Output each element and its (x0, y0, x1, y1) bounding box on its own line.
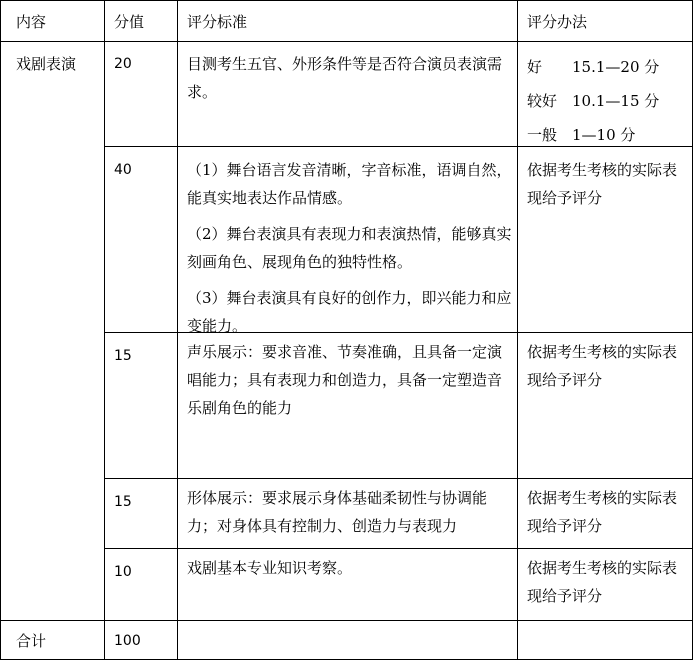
row2-criteria-item2: （2）舞台表演具有表现力和表演热情，能够真实刻画角色、展现角色的独特性格。 (187, 225, 512, 271)
row4-score: 15 (114, 494, 132, 510)
row1-method-average: 一般 1—10 分 (527, 126, 636, 144)
row3-score: 15 (114, 348, 132, 364)
header-score: 分值 (114, 13, 145, 31)
total-score: 100 (114, 633, 141, 649)
row5-score: 10 (114, 564, 132, 580)
row-content-drama: 戏剧表演 (16, 55, 77, 73)
row2-method: 依据考生考核的实际表现给予评分 (527, 161, 678, 207)
row5-method: 依据考生考核的实际表现给予评分 (527, 559, 678, 605)
header-content: 内容 (16, 13, 47, 31)
row2-criteria (187, 156, 513, 340)
total-label: 合计 (16, 632, 47, 650)
rule-row3-bottom (104, 478, 693, 479)
row4-method: 依据考生考核的实际表现给予评分 (527, 489, 678, 535)
row1-method (527, 50, 689, 152)
row2-score: 40 (114, 162, 132, 178)
rule-col2 (177, 0, 178, 660)
row1-method-fair: 较好 10.1—15 分 (527, 92, 660, 110)
row1-criteria-text: 目测考生五官、外形条件等是否符合演员表演需求。 (187, 55, 503, 101)
row1-method-good: 好 15.1—20 分 (527, 58, 660, 76)
row5-criteria: 戏剧基本专业知识考察。 (187, 559, 353, 577)
row2-criteria-item3: （3）舞台表演具有良好的创作力，即兴能力和应变能力。 (187, 289, 512, 335)
row1-score: 20 (114, 56, 132, 72)
row2-criteria-item1: （1）舞台语言发音清晰，字音标准，语调自然，能真实地表达作品情感。 (187, 161, 512, 207)
rule-row4-bottom (104, 548, 693, 549)
row3-method: 依据考生考核的实际表现给予评分 (527, 343, 678, 389)
rule-col1 (104, 0, 105, 660)
rule-col3 (517, 0, 518, 660)
row3-criteria: 声乐展示：要求音准、节奏准确，且具备一定演唱能力；具有表现力和创造力，具备一定塑造音乐剧角色的能力 (187, 343, 503, 417)
row1-criteria (187, 50, 513, 106)
rule-left (0, 0, 1, 660)
header-method: 评分办法 (527, 13, 588, 31)
header-criteria: 评分标准 (187, 13, 248, 31)
row4-criteria: 形体展示：要求展示身体基础柔韧性与协调能力；对身体具有控制力、创造力与表现力 (187, 489, 488, 535)
